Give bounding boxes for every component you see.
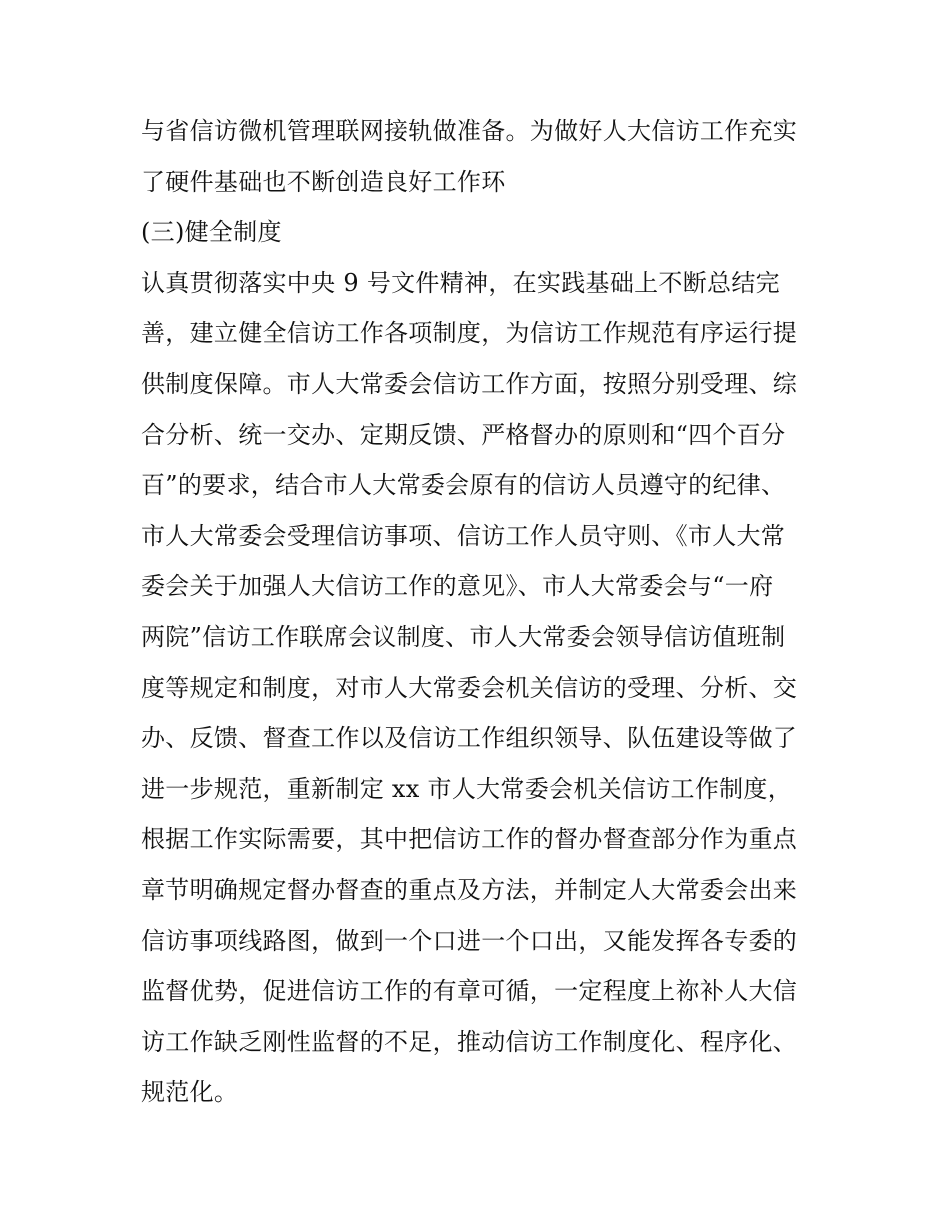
document-body (141, 106, 821, 1118)
text-line: 合分析、统一交办、定期反馈、严格督办的原则和“四个百分 (141, 420, 786, 449)
text-line: 善，建立健全信访工作各项制度，为信访工作规范有序运行提 (141, 319, 798, 348)
text-line: 信访事项线路图，做到一个口进一个口出，又能发挥各专委的 (141, 926, 798, 955)
text-line: 与省信访微机管理联网接轨做准备。为做好人大信访工作充实 (141, 117, 798, 145)
section-heading: (三)健全制度 (141, 218, 282, 247)
text-line: 百”的要求，结合市人大常委会原有的信访人员遵守的纪律、 (141, 471, 786, 500)
text-line: 认真贯彻落实中央 9 号文件精神，在实践基础上不断总结完 (141, 268, 780, 297)
text-line: 市人大常委会受理信访事项、信访工作人员守则、《市人大常 (141, 521, 786, 550)
text-line: 根据工作实际需要，其中把信访工作的督办督查部分作为重点 (141, 825, 798, 854)
text-line: 两院”信访工作联席会议制度、市人大常委会领导信访值班制 (141, 622, 786, 651)
text-line: 监督优势，促进信访工作的有章可循，一定程度上祢补人大信 (141, 977, 798, 1006)
text-line: 规范化。 (141, 1078, 239, 1107)
text-line: 委会关于加强人大信访工作的意见》、市人大常委会与“一府 (141, 572, 774, 601)
text-line: 办、反馈、督查工作以及信访工作组织领导、队伍建设等做了 (141, 724, 798, 753)
text-line: 度等规定和制度，对市人大常委会机关信访的受理、分析、交 (141, 673, 798, 702)
text-line: 访工作缺乏刚性监督的不足，推动信访工作制度化、程序化、 (141, 1027, 798, 1056)
text-line: 章节明确规定督办督查的重点及方法，并制定人大常委会出来 (141, 875, 798, 904)
text-line: 供制度保障。市人大常委会信访工作方面，按照分别受理、综 (141, 369, 798, 398)
text-line: 进一步规范，重新制定 xx 市人大常委会机关信访工作制度， (141, 774, 793, 803)
text-line: 了硬件基础也不断创造良好工作环 (141, 167, 506, 196)
